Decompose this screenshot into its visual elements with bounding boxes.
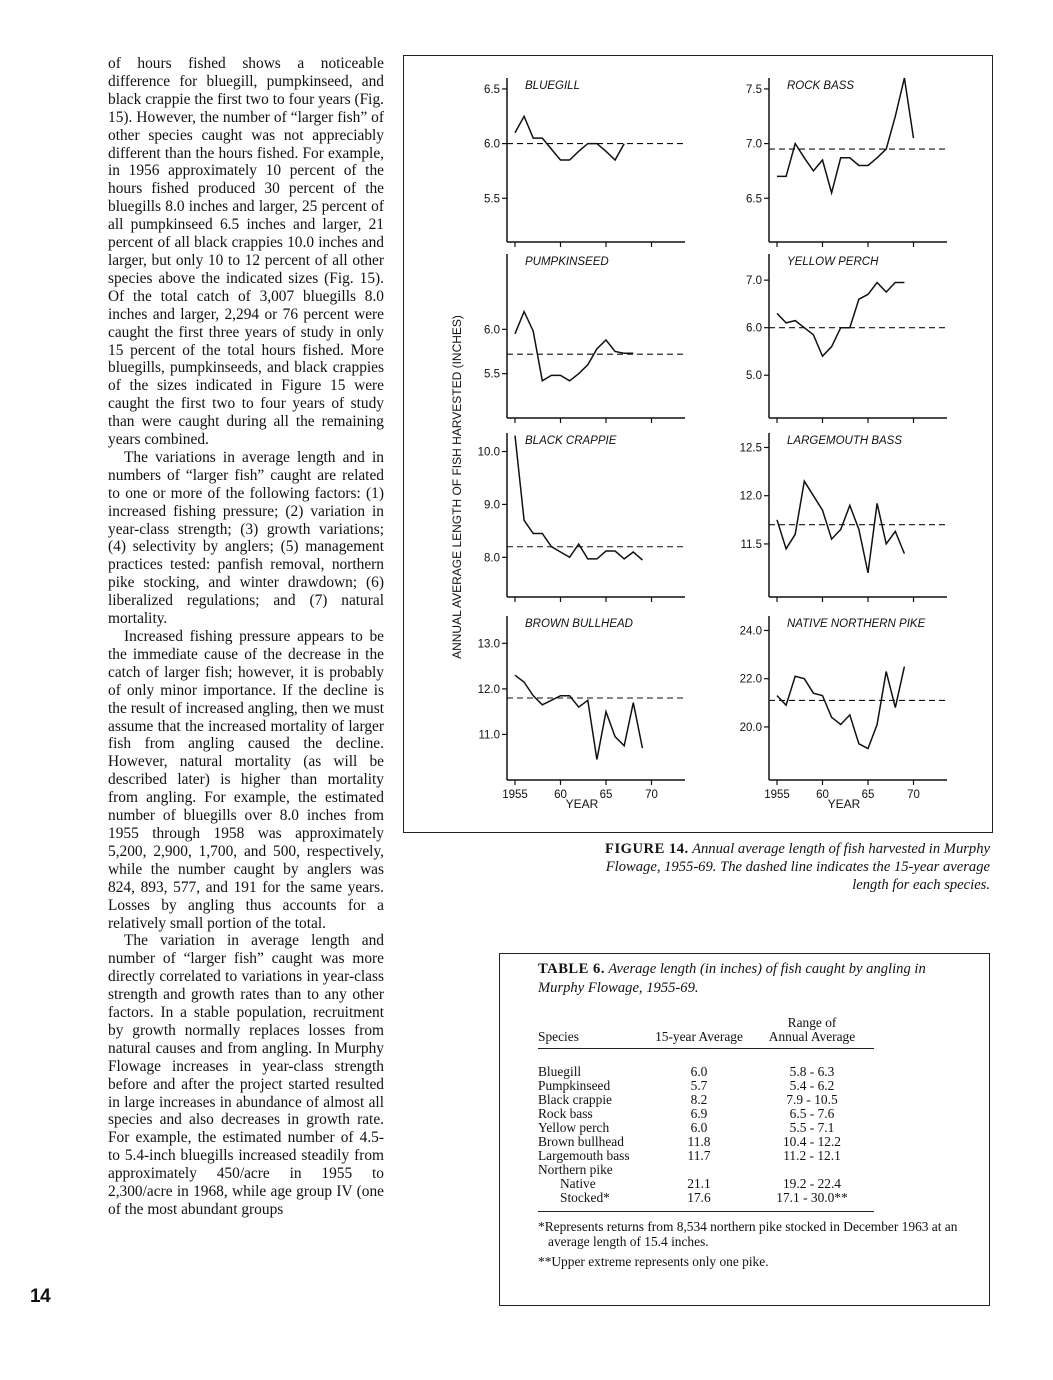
body-paragraph: The variation in average length and number of “larger fish” caught was more directly correlated to variations in year-class strength and growth rates than to any other factors. In a stable population, recruitment by growth normally replaces losses from natural causes and from angling. In Murphy Flowage increases in year-class strength before and after the project started resulted in large increases in abundance of almost all species and also decreases in growth rate. For example, the estimated number of 4.5- to 5.4-inch bluegills increased steadily from approximately 450/acre in 1955 to 2,300/acre in 1968, while age group IV (one of the most abundant groups — [108, 932, 384, 1218]
header-range-line1: Range of — [787, 1015, 837, 1030]
table-body — [538, 1065, 874, 1205]
figure-14 — [403, 55, 993, 833]
chart-panel-yellow-perch — [746, 254, 947, 423]
y-tick-label: 6.5 — [484, 83, 500, 96]
cell-average: 11.7 — [687, 1148, 711, 1163]
cell-species: Rock bass — [538, 1106, 593, 1121]
chart-panel-pumpkinseed — [484, 254, 685, 423]
series-line — [515, 116, 624, 160]
cell-average: 21.1 — [687, 1176, 711, 1191]
table-row — [538, 1107, 874, 1121]
cell-average: 5.7 — [690, 1078, 708, 1093]
table-rule-top — [538, 1048, 874, 1049]
cell-range: 5.4 - 6.2 — [789, 1078, 835, 1093]
chart-panel-bluegill — [484, 78, 685, 247]
x-tick-label: 1955 — [502, 789, 528, 801]
y-tick-label: 5.5 — [484, 193, 500, 206]
chart-panel-largemouth-bass — [740, 433, 947, 602]
body-paragraph: of hours fished shows a noticeable difference for bluegill, pumpkinseed, and black crappie the first two to four years (Fig. 15). However, the number of “larger fish” of other species caught was not appreciably different than the hours fished. For example, in 1956 approximately 10 percent of the hours fished produced 30 percent of the bluegills 8.0 inches and larger, 25 percent of all pumpkinseed 6.5 inches and larger, 21 percent of all black crappies 10.0 inches and larger, but only 10 to 12 percent of all other species above the indicated sizes (Fig. 15). Of the total catch of 3,007 bluegills 8.0 inches and larger, 2,294 or 76 percent were caught the first three years of study in only 15 percent of the total hours fished. More bluegills, pumpkinseeds, and black crappies of the sizes indicated in Figure 15 were caught the first two to four years of study than were caught during all the remaining years combined. — [108, 55, 384, 449]
table-caption: Average length (in inches) of fish caught by angling in Murphy Flowage, 1955-69. — [538, 961, 926, 996]
x-tick-label: 70 — [907, 789, 920, 801]
cell-range: 6.5 - 7.6 — [789, 1106, 835, 1121]
table-row — [538, 1079, 874, 1093]
y-tick-label: 11.5 — [740, 538, 762, 551]
table-note: *Represents returns from 8,534 northern pike stocked in December 1963 at an average length of 15.4 inches. — [538, 1219, 958, 1249]
table-row — [538, 1149, 874, 1163]
cell-average: 8.2 — [690, 1092, 708, 1107]
panel-title: ROCK BASS — [787, 80, 855, 92]
cell-species: Stocked* — [560, 1190, 610, 1205]
y-tick-label: 6.0 — [484, 324, 500, 337]
y-tick-label: 12.0 — [477, 683, 500, 696]
body-paragraph: Increased fishing pressure appears to be the immediate cause of the decrease in the catch of larger fish; however, it is probably of only minor importance. If the decline is the result of increased angling, then we must assume that the increased mortality of larger fish from angling caused the decline. However, natural mortality (as will be described later) is higher than mortality from angling. For example, the estimated number of bluegills over 8.0 inches from 1955 through 1958 was approximately 5,200, 2,900, 1,700, and 500, respectively, while the number caught by anglers was 824, 893, 577, and 191 for the same years. Losses by angling thus accounts for a relatively small portion of the total. — [108, 628, 384, 932]
y-tick-label: 7.5 — [746, 83, 762, 96]
y-tick-label: 6.5 — [746, 193, 762, 206]
y-tick-label: 13.0 — [477, 638, 500, 651]
y-tick-label: 22.0 — [739, 673, 762, 686]
figure-caption — [590, 840, 990, 894]
y-tick-label: 7.0 — [746, 138, 762, 151]
cell-range: 19.2 - 22.4 — [782, 1176, 842, 1191]
header-average: 15-year Average — [655, 1029, 743, 1044]
table-header — [538, 1014, 874, 1048]
y-tick-label: 24.0 — [739, 625, 762, 638]
cell-species: Bluegill — [538, 1064, 582, 1079]
cell-range: 17.1 - 30.0** — [776, 1190, 848, 1205]
table-notes — [538, 1220, 968, 1276]
table-row — [538, 1177, 874, 1191]
x-tick-label: 65 — [599, 789, 613, 801]
y-tick-label: 20.0 — [739, 721, 762, 734]
cell-species: Pumpkinseed — [538, 1078, 611, 1093]
page-number: 14 — [30, 1286, 51, 1307]
panel-title: BLUEGILL — [525, 80, 580, 92]
chart-panel-native-northern-pike — [740, 616, 947, 801]
series-line — [777, 283, 904, 357]
header-species: Species — [538, 1029, 579, 1044]
table-rule-bottom — [538, 1211, 874, 1212]
panel-title: LARGEMOUTH BASS — [787, 435, 903, 447]
panel-title: YELLOW PERCH — [787, 256, 879, 268]
header-range-line2: Annual Average — [768, 1029, 856, 1044]
x-axis-title-right: YEAR — [827, 797, 861, 811]
figure-label: FIGURE 14. — [605, 841, 689, 857]
table-row — [538, 1163, 874, 1177]
cell-average: 6.0 — [690, 1064, 708, 1079]
y-tick-label: 6.0 — [484, 138, 500, 151]
x-tick-label: 60 — [554, 789, 567, 801]
cell-species: Native — [560, 1176, 596, 1191]
series-line — [777, 481, 904, 573]
cell-species: Largemouth bass — [538, 1148, 630, 1163]
y-tick-label: 10.0 — [477, 446, 500, 459]
cell-species: Yellow perch — [538, 1120, 610, 1135]
cell-species: Brown bullhead — [538, 1134, 624, 1149]
series-line — [777, 667, 904, 749]
cell-range: 7.9 - 10.5 — [786, 1092, 838, 1107]
chart-panel-brown-bullhead — [478, 616, 685, 801]
y-tick-label: 12.0 — [739, 490, 762, 503]
y-tick-label: 6.0 — [746, 322, 762, 335]
panel-title: PUMPKINSEED — [525, 256, 609, 268]
cell-species: Northern pike — [538, 1162, 613, 1177]
x-tick-label: 1955 — [764, 789, 790, 801]
body-paragraph: The variations in average length and in numbers of “larger fish” caught are related to one or more of the following factors: (1) increased fishing pressure; (2) variation in year-class strength; (3) growth variations; (4) selectivity by anglers; (5) management practices tested: panfish removal, northern pike stocking, and winter drawdown; (6) liberalized regulations; and (7) natural mortality. — [108, 448, 384, 628]
y-tick-label: 11.0 — [478, 729, 500, 742]
panel-title: BROWN BULLHEAD — [525, 618, 633, 630]
table-row — [538, 1121, 874, 1135]
cell-average: 17.6 — [687, 1190, 711, 1205]
cell-species: Black crappie — [538, 1092, 612, 1107]
y-tick-label: 5.0 — [746, 370, 762, 383]
cell-average: 6.0 — [690, 1120, 708, 1135]
series-line — [515, 436, 642, 560]
cell-average: 11.8 — [687, 1134, 711, 1149]
cell-range: 5.8 - 6.3 — [789, 1064, 835, 1079]
panel-title: BLACK CRAPPIE — [525, 435, 617, 447]
y-tick-label: 7.0 — [746, 275, 762, 288]
x-tick-label: 60 — [816, 789, 829, 801]
table-row — [538, 1191, 874, 1205]
series-line — [515, 312, 633, 381]
table-row — [538, 1135, 874, 1149]
table-title — [538, 960, 958, 998]
x-tick-label: 65 — [861, 789, 875, 801]
x-axis-title-left: YEAR — [565, 797, 599, 811]
y-axis-title: ANNUAL AVERAGE LENGTH OF FISH HARVESTED (INCHES) — [450, 315, 464, 659]
cell-range: 11.2 - 12.1 — [783, 1148, 841, 1163]
panel-title: NATIVE NORTHERN PIKE — [787, 618, 926, 630]
chart-panel-black-crappie — [478, 433, 685, 602]
figure-caption-text: Annual average length of fish harvested in Murphy Flowage, 1955-69. The dashed line indicates the 15-year average length for each species. — [605, 841, 990, 893]
table-6 — [499, 953, 990, 1306]
table-note: **Upper extreme represents only one pike. — [538, 1254, 769, 1269]
series-line — [515, 675, 642, 759]
x-tick-label: 70 — [645, 789, 658, 801]
data-table — [538, 1014, 874, 1212]
table-label: TABLE 6. — [538, 961, 605, 977]
body-text-column — [108, 55, 384, 1219]
cell-range: 5.5 - 7.1 — [789, 1120, 835, 1135]
chart-panel-rock-bass — [746, 78, 947, 247]
table-row — [538, 1093, 874, 1107]
y-tick-label: 12.5 — [739, 442, 762, 455]
y-tick-label: 8.0 — [484, 552, 500, 565]
table-row — [538, 1065, 874, 1079]
y-tick-label: 5.5 — [484, 368, 500, 381]
figure-14-charts — [404, 56, 994, 834]
cell-range: 10.4 - 12.2 — [782, 1134, 842, 1149]
series-line — [777, 78, 914, 193]
cell-average: 6.9 — [690, 1106, 708, 1121]
y-tick-label: 9.0 — [484, 499, 500, 512]
